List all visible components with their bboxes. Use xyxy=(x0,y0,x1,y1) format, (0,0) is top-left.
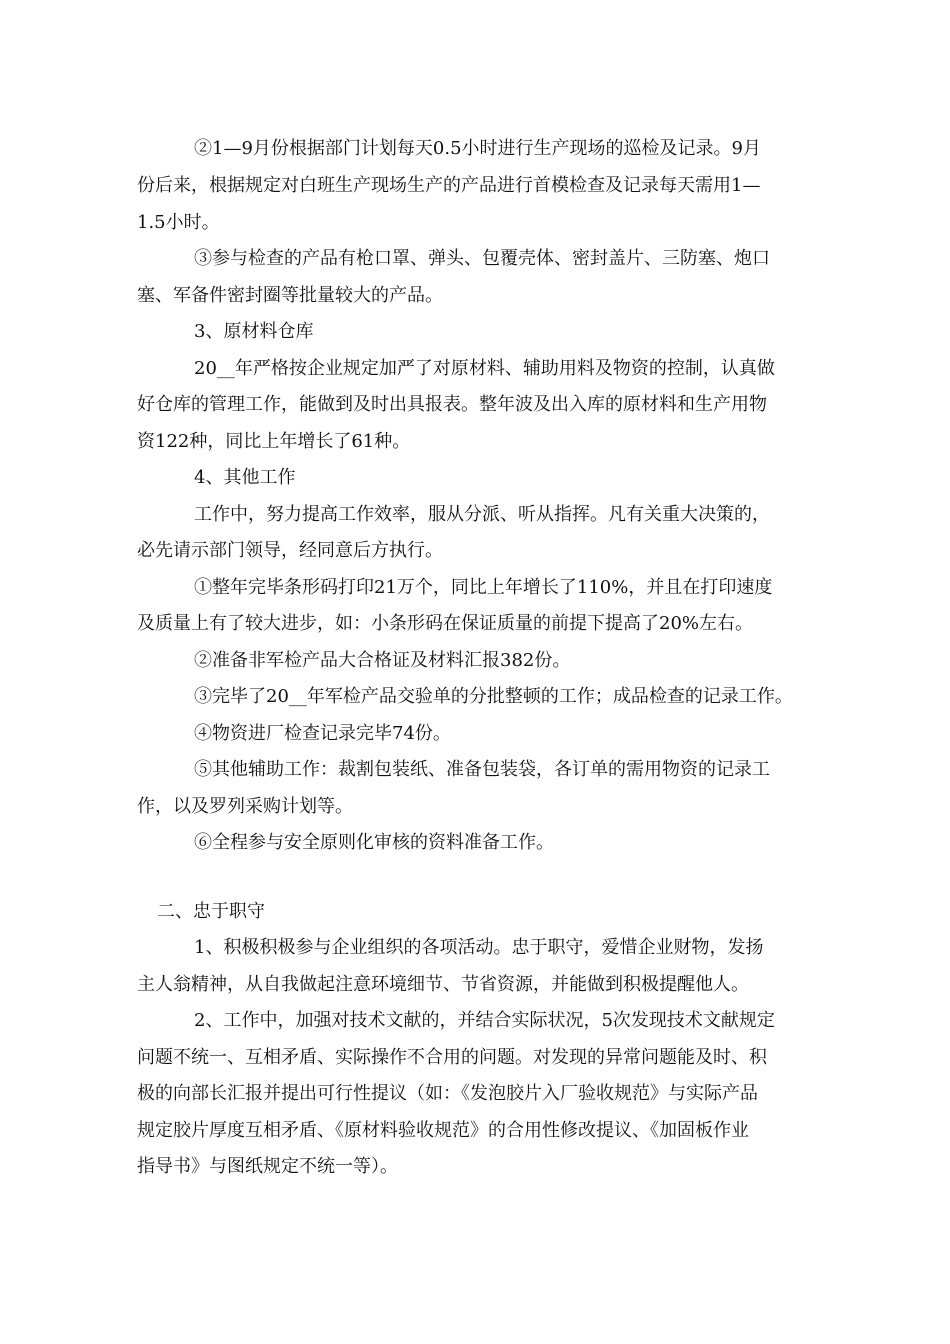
paragraph-line: 20__年严格按企业规定加严了对原材料、辅助用料及物资的控制，认真做 xyxy=(194,358,775,379)
paragraph-line: ⑥全程参与安全原则化审核的资料准备工作。 xyxy=(194,832,554,853)
subheading: 3、原材料仓库 xyxy=(194,321,314,342)
paragraph-line: ②1—9月份根据部门计划每天0.5小时进行生产现场的巡检及记录。9月 xyxy=(194,138,761,159)
paragraph-line: ①整年完毕条形码打印21万个，同比上年增长了110%，并且在打印速度 xyxy=(194,577,773,598)
paragraph-line: 资122种，同比上年增长了61种。 xyxy=(137,431,411,452)
paragraph-line: 指导书》与图纸规定不统一等）。 xyxy=(137,1156,398,1177)
paragraph-line: 极的向部长汇报并提出可行性提议（如：《发泡胶片入厂验收规范》与实际产品 xyxy=(137,1083,758,1104)
paragraph-line: ③完毕了20__年军检产品交验单的分批整顿的工作；成品检查的记录工作。 xyxy=(194,686,793,707)
paragraph-line: 必先请示部门领导，经同意后方执行。 xyxy=(137,540,443,561)
paragraph-line: 作，以及罗列采购计划等。 xyxy=(137,796,353,817)
paragraph-line: ⑤其他辅助工作：裁割包装纸、准备包装袋，各订单的需用物资的记录工 xyxy=(194,759,770,780)
paragraph-line: 1.5小时。 xyxy=(137,212,220,233)
paragraph-line: 问题不统一、互相矛盾、实际操作不合用的问题。对发现的异常问题能及时、积 xyxy=(137,1047,767,1068)
paragraph-line: 工作中，努力提高工作效率，服从分派、听从指挥。凡有关重大决策的， xyxy=(194,504,770,525)
paragraph-line: ④物资进厂检查记录完毕74份。 xyxy=(194,723,451,744)
paragraph-line: 2、工作中，加强对技术文献的，并结合实际状况，5次发现技术文献规定 xyxy=(194,1010,775,1031)
paragraph-line: 好仓库的管理工作，能做到及时出具报表。整年波及出入库的原材料和生产用物 xyxy=(137,394,767,415)
paragraph-line: 主人翁精神，从自我做起注意环境细节、节省资源，并能做到积极提醒他人。 xyxy=(137,974,749,995)
paragraph-line: 塞、军备件密封圈等批量较大的产品。 xyxy=(137,285,443,306)
paragraph-line: 规定胶片厚度互相矛盾、《原材料验收规范》的合用性修改提议、《加固板作业 xyxy=(137,1120,749,1141)
section-heading: 二、忠于职守 xyxy=(157,901,265,922)
paragraph-line: ③参与检查的产品有枪口罩、弹头、包覆壳体、密封盖片、三防塞、炮口 xyxy=(194,248,770,269)
paragraph-line: 及质量上有了较大进步，如：小条形码在保证质量的前提下提高了20%左右。 xyxy=(137,613,754,634)
subheading: 4、其他工作 xyxy=(194,467,296,488)
paragraph-line: 1、积极积极参与企业组织的各项活动。忠于职守，爱惜企业财物，发扬 xyxy=(194,937,764,958)
paragraph-line: 份后来，根据规定对白班生产现场生产的产品进行首模检查及记录每天需用1— xyxy=(137,175,761,196)
paragraph-line: ②准备非军检产品大合格证及材料汇报382份。 xyxy=(194,650,571,671)
